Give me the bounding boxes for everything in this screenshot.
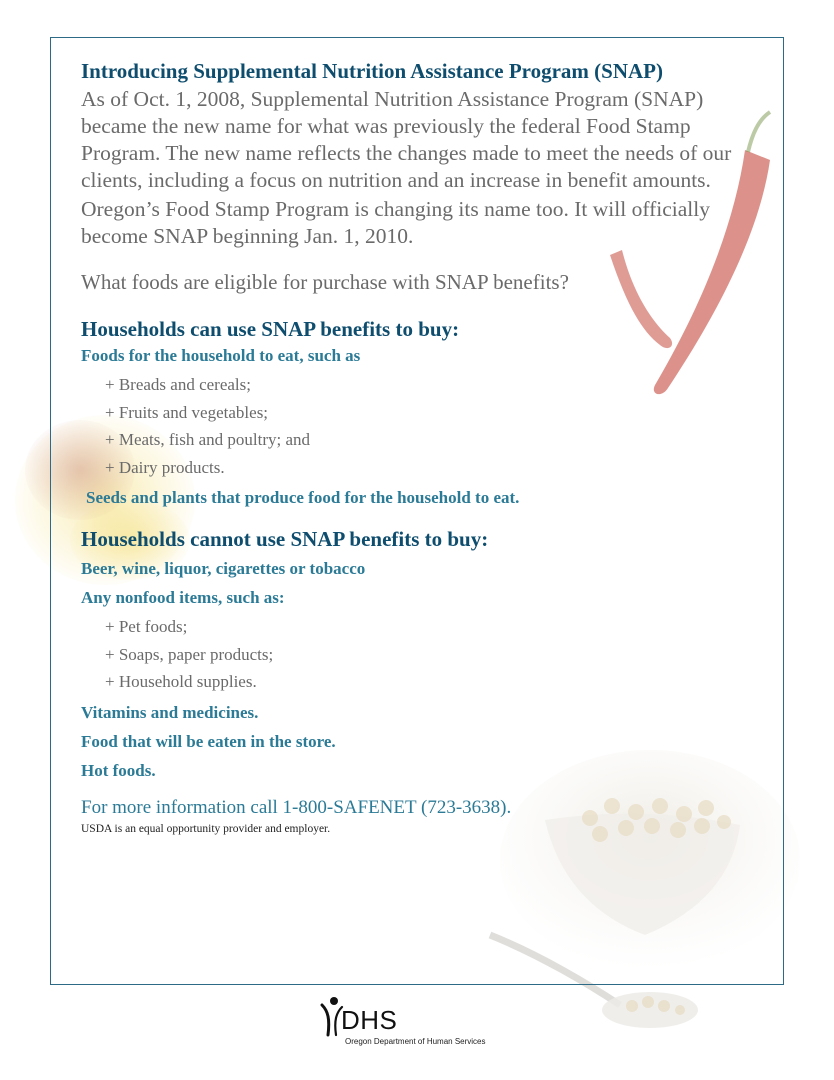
foods-list <box>81 371 771 481</box>
logo-subtitle: Oregon Department of Human Services <box>345 1037 486 1046</box>
logo-name: DHS <box>341 1005 398 1035</box>
foods-label: Foods for the household to eat, such as <box>81 346 361 365</box>
seeds-note: Seeds and plants that produce food for the household to eat. <box>86 488 520 507</box>
list-item: + Dairy products. <box>105 457 225 477</box>
in-store-food-item: Food that will be eaten in the store. <box>81 731 336 751</box>
alcohol-tobacco-item: Beer, wine, liquor, cigarettes or tobacco <box>81 559 366 578</box>
list-item: + Soaps, paper products; <box>105 644 274 664</box>
eligibility-question: What foods are eligible for purchase with SNAP benefits? <box>81 270 569 294</box>
dhs-logo <box>318 995 518 1050</box>
cannot-buy-heading: Households cannot use SNAP benefits to buy: <box>81 527 489 551</box>
contact-info: For more information call 1-800-SAFENET (723-3638). <box>81 796 512 818</box>
usda-disclaimer: USDA is an equal opportunity provider and employer. <box>81 822 331 835</box>
list-item: + Breads and cereals; <box>105 375 251 394</box>
nonfood-label: Any nonfood items, such as: <box>81 588 285 607</box>
list-item: + Meats, fish and poultry; and <box>105 430 311 449</box>
intro-paragraph: Oregon’s Food Stamp Program is changing its name too. It will officially become SNAP beginning Jan. 1, 2010. <box>81 197 711 248</box>
list-item: + Household supplies. <box>105 672 257 691</box>
intro-paragraph: As of Oct. 1, 2008, Supplemental Nutrition Assistance Program (SNAP) became the new name for what was previously the federal Food Stamp Program. The new name reflects the changes made to meet the needs of our clients, including a focus on nutrition and an increase in benefit amounts. <box>81 87 732 192</box>
page-title: Introducing Supplemental Nutrition Assistance Program (SNAP) <box>81 59 664 83</box>
hot-foods-item: Hot foods. <box>81 760 156 780</box>
document-body <box>81 56 771 837</box>
can-buy-heading: Households can use SNAP benefits to buy: <box>81 317 460 341</box>
vitamins-item: Vitamins and medicines. <box>81 702 259 722</box>
list-item: + Fruits and vegetables; <box>105 402 269 422</box>
list-item: + Pet foods; <box>105 617 188 636</box>
nonfood-list <box>81 613 771 696</box>
